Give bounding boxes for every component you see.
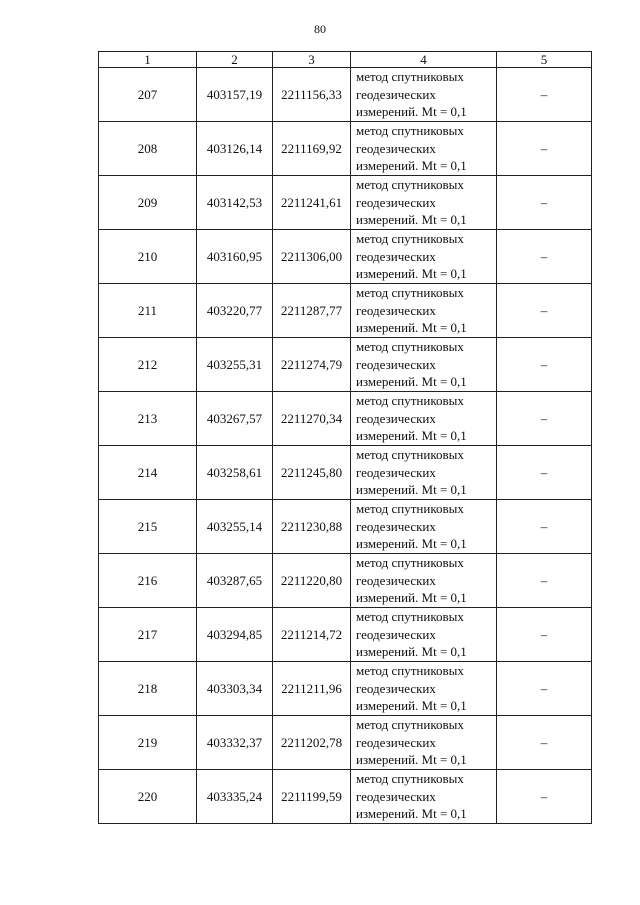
y-coordinate-cell: 2211230,88 bbox=[273, 500, 351, 554]
note-cell: – bbox=[497, 500, 592, 554]
point-number-cell: 209 bbox=[99, 176, 197, 230]
method-cell bbox=[351, 662, 497, 716]
table-row bbox=[99, 716, 592, 770]
note-cell: – bbox=[497, 68, 592, 122]
x-coordinate-cell: 403126,14 bbox=[197, 122, 273, 176]
table-row bbox=[99, 230, 592, 284]
method-line: измерений. Mt = 0,1 bbox=[356, 266, 467, 282]
table-row bbox=[99, 284, 592, 338]
y-coordinate-cell: 2211274,79 bbox=[273, 338, 351, 392]
note-cell: – bbox=[497, 122, 592, 176]
x-coordinate-cell: 403303,34 bbox=[197, 662, 273, 716]
method-line: измерений. Mt = 0,1 bbox=[356, 428, 467, 444]
x-coordinate-cell: 403255,31 bbox=[197, 338, 273, 392]
header-cell-5: 5 bbox=[497, 52, 592, 68]
method-line: метод спутниковых bbox=[356, 663, 464, 679]
x-coordinate-cell: 403287,65 bbox=[197, 554, 273, 608]
method-line: геодезических bbox=[356, 680, 436, 696]
point-number-cell: 214 bbox=[99, 446, 197, 500]
note-cell: – bbox=[497, 338, 592, 392]
method-line: метод спутниковых bbox=[356, 177, 464, 193]
y-coordinate-cell: 2211214,72 bbox=[273, 608, 351, 662]
note-cell: – bbox=[497, 230, 592, 284]
method-line: измерений. Mt = 0,1 bbox=[356, 536, 467, 552]
x-coordinate-cell: 403160,95 bbox=[197, 230, 273, 284]
table-header-row bbox=[99, 52, 592, 68]
table-body bbox=[99, 52, 592, 824]
method-line: метод спутниковых bbox=[356, 609, 464, 625]
x-coordinate-cell: 403142,53 bbox=[197, 176, 273, 230]
y-coordinate-cell: 2211245,80 bbox=[273, 446, 351, 500]
x-coordinate-cell: 403258,61 bbox=[197, 446, 273, 500]
point-number-cell: 220 bbox=[99, 770, 197, 824]
x-coordinate-cell: 403255,14 bbox=[197, 500, 273, 554]
x-coordinate-cell: 403220,77 bbox=[197, 284, 273, 338]
point-number-cell: 210 bbox=[99, 230, 197, 284]
y-coordinate-cell: 2211220,80 bbox=[273, 554, 351, 608]
point-number-cell: 207 bbox=[99, 68, 197, 122]
method-cell bbox=[351, 284, 497, 338]
method-line: метод спутниковых bbox=[356, 231, 464, 247]
method-line: геодезических bbox=[356, 302, 436, 318]
table-row bbox=[99, 554, 592, 608]
note-cell: – bbox=[497, 662, 592, 716]
table-row bbox=[99, 122, 592, 176]
method-line: измерений. Mt = 0,1 bbox=[356, 590, 467, 606]
method-line: измерений. Mt = 0,1 bbox=[356, 752, 467, 768]
y-coordinate-cell: 2211169,92 bbox=[273, 122, 351, 176]
header-cell-4: 4 bbox=[351, 52, 497, 68]
page-number: 80 bbox=[314, 22, 326, 36]
method-line: измерений. Mt = 0,1 bbox=[356, 212, 467, 228]
table-row bbox=[99, 500, 592, 554]
method-line: метод спутниковых bbox=[356, 717, 464, 733]
x-coordinate-cell: 403267,57 bbox=[197, 392, 273, 446]
point-number-cell: 213 bbox=[99, 392, 197, 446]
x-coordinate-cell: 403332,37 bbox=[197, 716, 273, 770]
note-cell: – bbox=[497, 608, 592, 662]
note-cell: – bbox=[497, 392, 592, 446]
method-cell bbox=[351, 500, 497, 554]
method-line: геодезических bbox=[356, 518, 436, 534]
y-coordinate-cell: 2211199,59 bbox=[273, 770, 351, 824]
method-line: метод спутниковых bbox=[356, 339, 464, 355]
y-coordinate-cell: 2211156,33 bbox=[273, 68, 351, 122]
method-line: геодезических bbox=[356, 248, 436, 264]
method-line: геодезических bbox=[356, 410, 436, 426]
note-cell: – bbox=[497, 554, 592, 608]
y-coordinate-cell: 2211287,77 bbox=[273, 284, 351, 338]
method-cell bbox=[351, 176, 497, 230]
method-cell bbox=[351, 770, 497, 824]
method-cell bbox=[351, 68, 497, 122]
method-line: геодезических bbox=[356, 572, 436, 588]
method-cell bbox=[351, 608, 497, 662]
method-line: геодезических bbox=[356, 464, 436, 480]
note-cell: – bbox=[497, 176, 592, 230]
method-line: метод спутниковых bbox=[356, 393, 464, 409]
point-number-cell: 208 bbox=[99, 122, 197, 176]
table-row bbox=[99, 608, 592, 662]
point-number-cell: 217 bbox=[99, 608, 197, 662]
method-cell bbox=[351, 230, 497, 284]
method-line: измерений. Mt = 0,1 bbox=[356, 158, 467, 174]
method-cell bbox=[351, 554, 497, 608]
method-line: геодезических bbox=[356, 356, 436, 372]
y-coordinate-cell: 2211306,00 bbox=[273, 230, 351, 284]
method-line: измерений. Mt = 0,1 bbox=[356, 104, 467, 120]
method-line: метод спутниковых bbox=[356, 123, 464, 139]
y-coordinate-cell: 2211202,78 bbox=[273, 716, 351, 770]
method-line: геодезических bbox=[356, 788, 436, 804]
coordinates-table bbox=[98, 51, 592, 824]
header-cell-3: 3 bbox=[273, 52, 351, 68]
method-line: измерений. Mt = 0,1 bbox=[356, 482, 467, 498]
method-cell bbox=[351, 392, 497, 446]
table-row bbox=[99, 446, 592, 500]
method-line: измерений. Mt = 0,1 bbox=[356, 806, 467, 822]
x-coordinate-cell: 403157,19 bbox=[197, 68, 273, 122]
point-number-cell: 216 bbox=[99, 554, 197, 608]
y-coordinate-cell: 2211270,34 bbox=[273, 392, 351, 446]
method-cell bbox=[351, 122, 497, 176]
method-cell bbox=[351, 716, 497, 770]
note-cell: – bbox=[497, 446, 592, 500]
method-line: метод спутниковых bbox=[356, 501, 464, 517]
method-line: измерений. Mt = 0,1 bbox=[356, 644, 467, 660]
header-cell-1: 1 bbox=[99, 52, 197, 68]
method-line: метод спутниковых bbox=[356, 447, 464, 463]
y-coordinate-cell: 2211241,61 bbox=[273, 176, 351, 230]
table-row bbox=[99, 176, 592, 230]
table-row bbox=[99, 392, 592, 446]
method-cell bbox=[351, 338, 497, 392]
point-number-cell: 218 bbox=[99, 662, 197, 716]
table-row bbox=[99, 68, 592, 122]
note-cell: – bbox=[497, 770, 592, 824]
method-line: геодезических bbox=[356, 194, 436, 210]
method-line: метод спутниковых bbox=[356, 771, 464, 787]
x-coordinate-cell: 403335,24 bbox=[197, 770, 273, 824]
point-number-cell: 219 bbox=[99, 716, 197, 770]
method-line: метод спутниковых bbox=[356, 69, 464, 85]
method-cell bbox=[351, 446, 497, 500]
method-line: измерений. Mt = 0,1 bbox=[356, 320, 467, 336]
y-coordinate-cell: 2211211,96 bbox=[273, 662, 351, 716]
header-cell-2: 2 bbox=[197, 52, 273, 68]
method-line: метод спутниковых bbox=[356, 555, 464, 571]
method-line: измерений. Mt = 0,1 bbox=[356, 374, 467, 390]
method-line: геодезических bbox=[356, 86, 436, 102]
method-line: метод спутниковых bbox=[356, 285, 464, 301]
method-line: геодезических bbox=[356, 140, 436, 156]
table-row bbox=[99, 338, 592, 392]
method-line: геодезических bbox=[356, 626, 436, 642]
method-line: измерений. Mt = 0,1 bbox=[356, 698, 467, 714]
method-line: геодезических bbox=[356, 734, 436, 750]
point-number-cell: 215 bbox=[99, 500, 197, 554]
point-number-cell: 212 bbox=[99, 338, 197, 392]
note-cell: – bbox=[497, 284, 592, 338]
point-number-cell: 211 bbox=[99, 284, 197, 338]
note-cell: – bbox=[497, 716, 592, 770]
table-row bbox=[99, 662, 592, 716]
x-coordinate-cell: 403294,85 bbox=[197, 608, 273, 662]
table-row bbox=[99, 770, 592, 824]
